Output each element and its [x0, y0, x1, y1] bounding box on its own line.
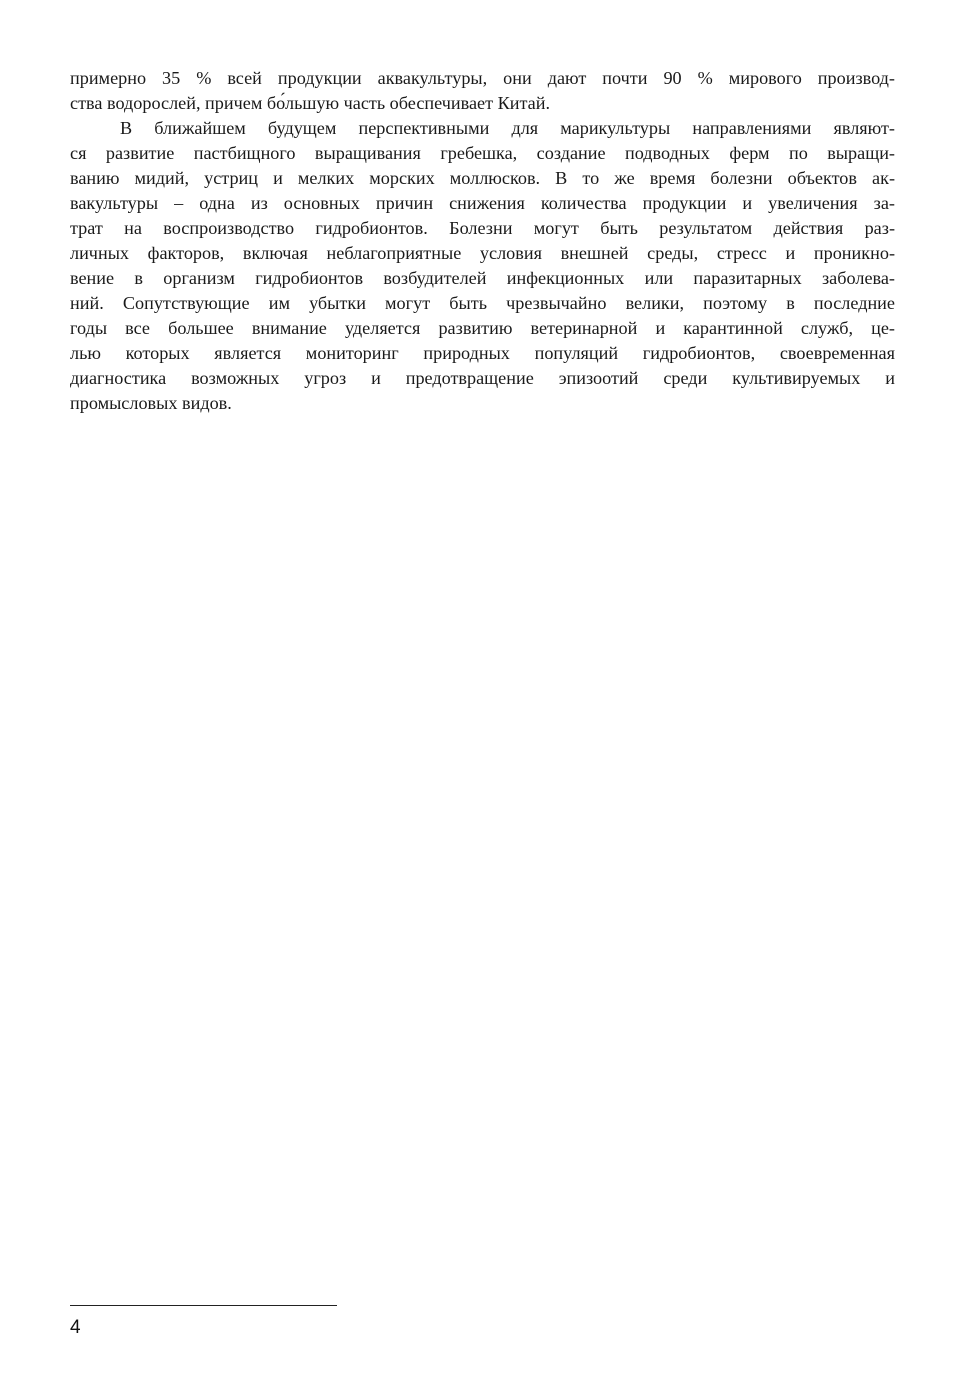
text-line: ванию мидий, устриц и мелких морских моллюсков. В то же время болезни объектов ак- — [70, 168, 895, 188]
text-line: лью которых является мониторинг природных популяций гидробионтов, своевременная — [70, 343, 895, 363]
text-line: вакультуры – одна из основных причин снижения количества продукции и увеличения за- — [70, 193, 895, 213]
footnote-divider — [70, 1305, 337, 1306]
page-number: 4 — [70, 1317, 81, 1338]
text-line: примерно 35 % всей продукции аквакультуры, они дают почти 90 % мирового производ- — [70, 68, 895, 88]
text-line: диагностика возможных угроз и предотвращение эпизоотий среди культивируемых и — [70, 368, 895, 388]
text-line: В ближайшем будущем перспективными для марикультуры направлениями являют- — [120, 118, 895, 138]
text-line: вение в организм гидробионтов возбудителей инфекционных или паразитарных заболева- — [70, 268, 895, 288]
text-line: личных факторов, включая неблагоприятные условия внешней среды, стресс и проникно- — [70, 243, 895, 263]
paragraph-2 — [70, 116, 895, 416]
text-line: ний. Сопутствующие им убытки могут быть чрезвычайно велики, поэтому в последние — [70, 293, 895, 313]
text-line: трат на воспроизводство гидробионтов. Болезни могут быть результатом действия раз- — [70, 218, 895, 238]
body-text — [70, 66, 895, 416]
paragraph-1 — [70, 66, 895, 116]
text-line: промысловых видов. — [70, 393, 232, 413]
text-line: ства водорослей, причем бо́льшую часть обеспечивает Китай. — [70, 93, 550, 113]
text-line: ся развитие пастбищного выращивания гребешка, создание подводных ферм по выращи- — [70, 143, 895, 163]
text-line: годы все большее внимание уделяется развитию ветеринарной и карантинной служб, це- — [70, 318, 895, 338]
